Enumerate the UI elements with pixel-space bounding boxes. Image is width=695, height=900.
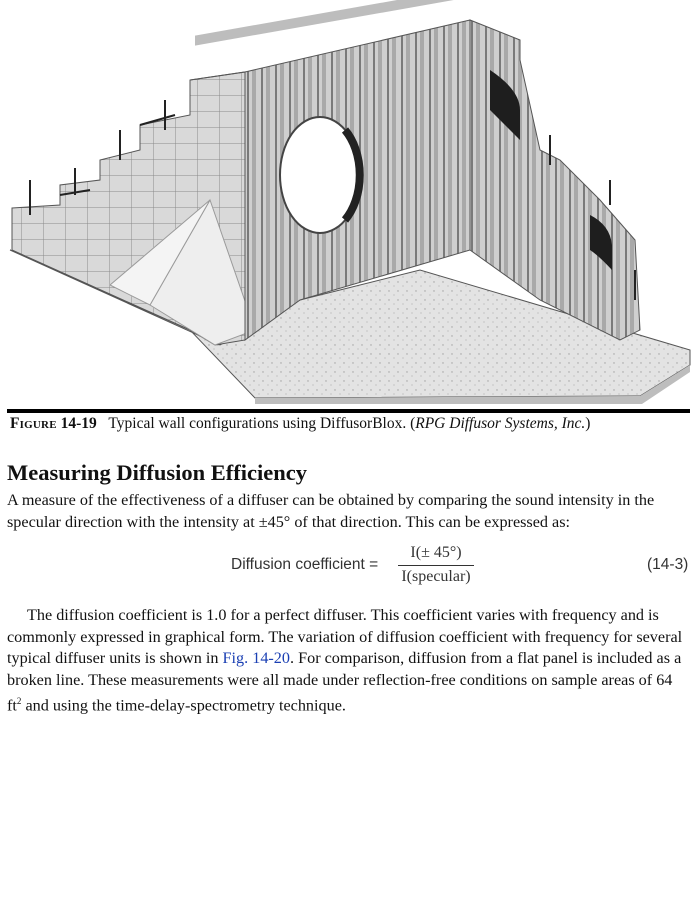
caption-close: ) bbox=[585, 415, 591, 432]
section-heading: Measuring Diffusion Efficiency bbox=[7, 460, 307, 485]
fig-14-20-link[interactable]: Fig. 14-20 bbox=[222, 649, 290, 667]
equation-number: (14-3) bbox=[647, 556, 689, 573]
paragraph-1: A measure of the effectiveness of a diffuser can be obtained by comparing the sound intensity in the specular direction with the intensity at ±45° of that direction. This can be expressed as: bbox=[7, 491, 655, 531]
figure-label: Figure bbox=[10, 415, 57, 432]
paragraph-2-part-1: The diffusion coefficient is 1.0 for a perfect diffuser. This coefficient varies with frequency and is commonly expressed in graphical form. The variation of diffusion coefficient with frequency for several typical diffuser units is shown in bbox=[7, 606, 683, 667]
caption-rule bbox=[7, 409, 690, 413]
caption-text: Typical wall configurations using DiffusorBlox. ( bbox=[108, 415, 416, 432]
superscript-2: 2 bbox=[16, 696, 22, 706]
paragraph-2-part-2: . For comparison, diffusion from a flat panel is included as a broken line. These measurements were all made under reflection-free conditions on sample areas of 64 ft bbox=[7, 649, 682, 715]
figure-caption bbox=[10, 414, 690, 434]
caption-credit: RPG Diffusor Systems, Inc. bbox=[415, 415, 586, 432]
equation-numerator: I(± 45°) bbox=[410, 544, 462, 561]
equation-14-3 bbox=[0, 541, 695, 591]
figure-number: 14-19 bbox=[60, 415, 97, 432]
equation-denominator: I(specular) bbox=[401, 568, 471, 585]
figure-diffusorblox-wall-illustration bbox=[0, 0, 695, 405]
fraction-bar bbox=[398, 565, 474, 566]
equation-fraction bbox=[398, 543, 474, 587]
paragraph-2 bbox=[7, 605, 690, 717]
paragraph-2-part-3: and using the time-delay-spectrometry technique. bbox=[21, 696, 346, 715]
equation-lhs: Diffusion coefficient = bbox=[231, 556, 379, 573]
